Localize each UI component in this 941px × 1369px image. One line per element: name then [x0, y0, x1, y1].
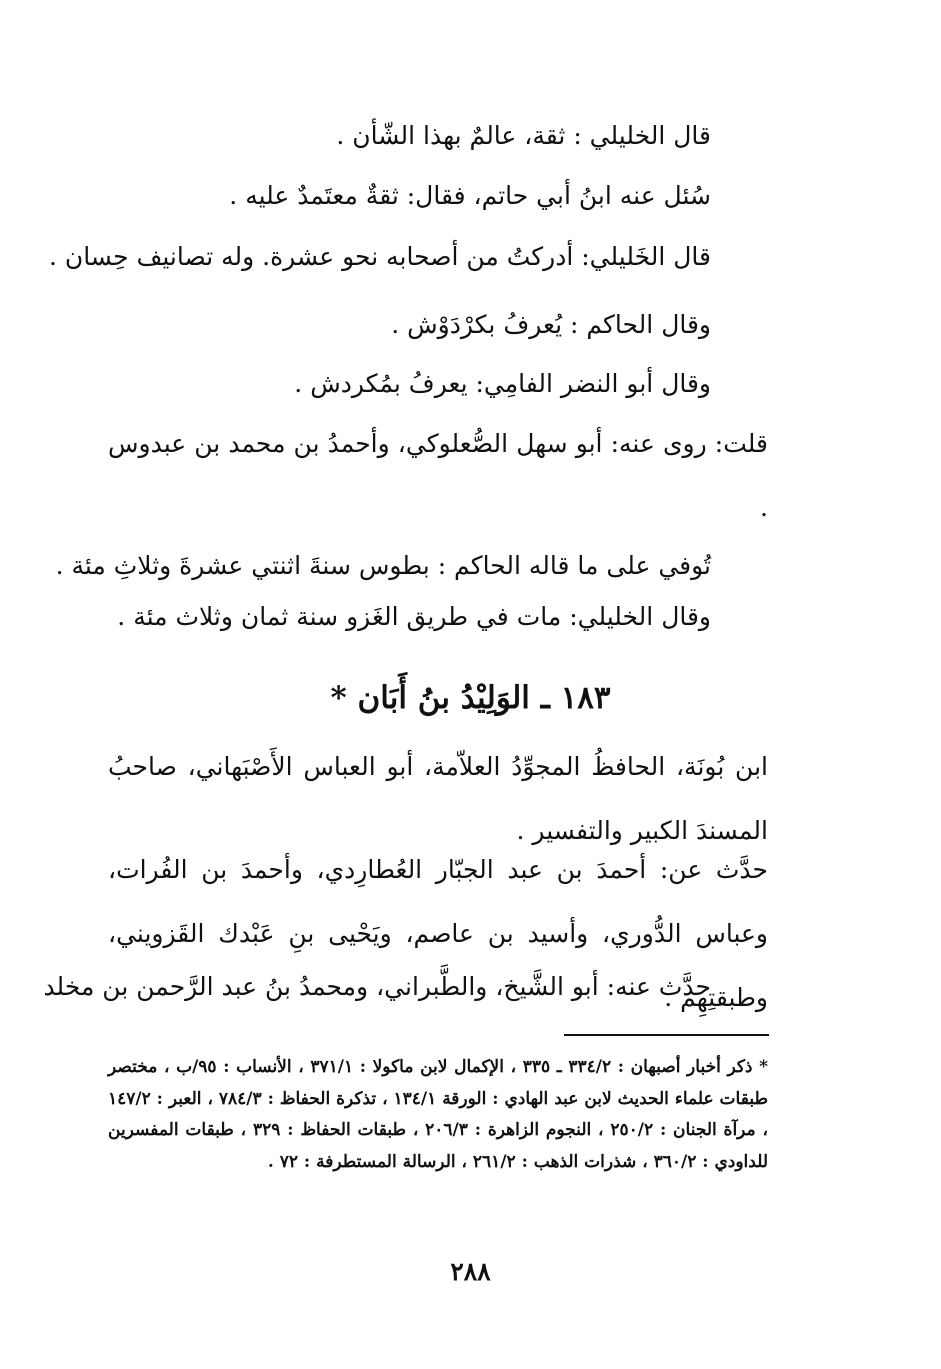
footnote: * ذكر أخبار أصبهان : ٣٣٤/٢ ـ ٣٣٥ ، الإكمال لابن ماكولا : ٣٧١/١ ، الأنساب : ٩٥/ب ، مختصر طبقات علماء الحديث لابن عبد الهادي : الورقة ١٣٤/١ ، تذكرة الحفاظ : ٧٨٤/٣ ، العبر : ١٤٧/٢ ، مرآة الجنان : ٢٥٠/٢ ، النجوم الزاهرة : ٢٠٦/٣ ، طبقات الحفاظ : ٣٢٩ ، طبقات المفسرين للداودي : ٣٦٠/٢ ، شذرات الذهب : ٢٦١/٢ ، الرسالة المستطرفة : ٧٢ . [108, 1057, 769, 1172]
entry-paragraph: حدَّث عنه: أبو الشَّيخ، والطَّبراني، ومحمدُ بنُ عبد الرَّحمن بن مخلد [43, 972, 711, 1001]
page-number: ٢٨٨ [450, 1257, 491, 1286]
entry-paragraph: ابن بُونَة، الحافظُ المجوِّدُ العلاّمة، أبو العباس الأَصْبَهاني، صاحبُ المسندَ الكبير والتفسير . [108, 752, 768, 845]
entry-heading: ١٨٣ ـ الوَلِيْدُ بنُ أَبَان * [330, 680, 611, 716]
paragraph: سُئل عنه ابنُ أبي حاتم، فقال: ثقةٌ معتَمدٌ عليه . [229, 181, 711, 210]
paragraph: وقال أبو النضر الفامِي: يعرفُ بمُكردش . [294, 369, 711, 398]
paragraph: وقال الخليلي: مات في طريق الغَزو سنة ثمان وثلاث مئة . [117, 602, 711, 631]
entry-paragraph: حدَّث عن: أحمدَ بن عبد الجبّار العُطارِدي، وأحمدَ بن الفُرات، وعباس الدُّوري، وأسيد بن عاصم، ويَحْيى بنِ عَبْدك القَزويني، وطبقتِهِم . [108, 855, 768, 1012]
footnote-divider [564, 1034, 769, 1036]
paragraph: قلت: روى عنه: أبو سهل الصُّعلوكي، وأحمدُ بن محمد بن عبدوس . [108, 429, 768, 522]
paragraph: قال الخَليلي: أدركتُ من أصحابه نحو عشرة. وله تصانيف حِسان . [48, 242, 711, 271]
paragraph: وقال الحاكم : يُعرفُ بكرْدَوْش . [391, 310, 711, 339]
paragraph: قال الخليلي : ثقة، عالمٌ بهذا الشّأن . [336, 121, 711, 150]
paragraph: تُوفي على ما قاله الحاكم : بطوس سنةَ اثنتي عشرةَ وثلاثِ مئة . [55, 551, 711, 580]
